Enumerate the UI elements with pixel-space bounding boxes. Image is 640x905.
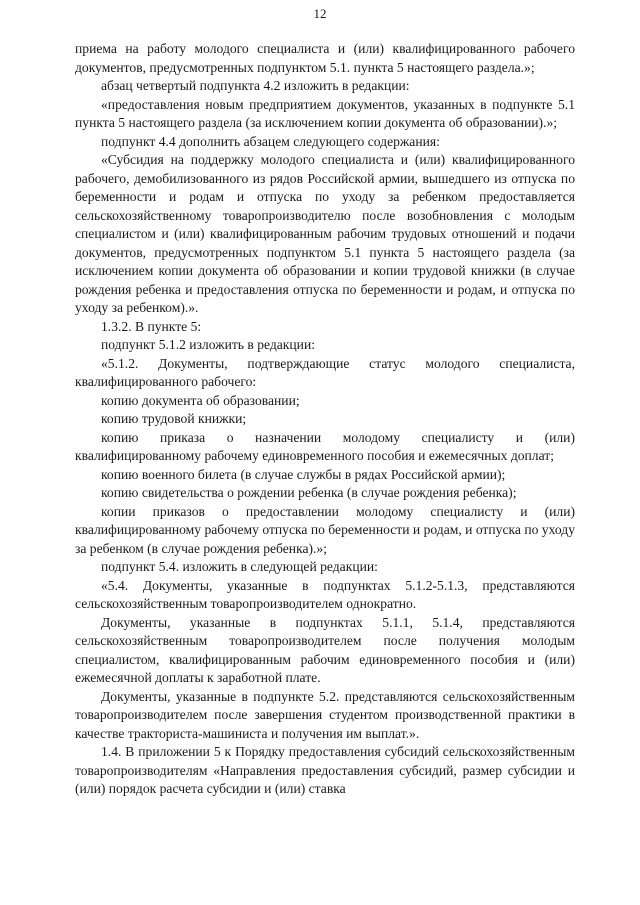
paragraph: подпункт 5.4. изложить в следующей редакции: — [101, 559, 378, 574]
paragraph: копию военного билета (в случае службы в рядах Российской армии); — [101, 466, 506, 482]
paragraph: копию документа об образовании; — [101, 392, 300, 408]
paragraph: подпункт 5.1.2 изложить в редакции: — [101, 337, 316, 352]
paragraph: подпункт 4.4 дополнить абзацем следующего содержания: — [101, 133, 440, 149]
paragraph: 1.4. В приложении 5 к Порядку предоставления субсидий сельскохозяйственным товаропроизводителям «Направления предоставления субсидий, размер субсидии и (или) порядок расчета субсидии и (или) ставка — [75, 744, 575, 796]
paragraph: абзац четвертый подпункта 4.2 изложить в редакции: — [101, 78, 410, 93]
paragraph: приема на работу молодого специалиста и (или) квалифицированного рабочего документов, предусмотренных подпунктом 5.1. пункта 5 настоящего раздела.»; — [75, 41, 575, 75]
page-number: 12 — [313, 6, 327, 21]
paragraph: «предоставления новым предприятием документов, указанных в подпункте 5.1 пункта 5 настоящего раздела (за исключением копии документа об образовании).»; — [75, 96, 575, 130]
document-body — [75, 40, 575, 799]
paragraph: 1.3.2. В пункте 5: — [101, 318, 202, 334]
paragraph: Документы, указанные в подпункте 5.2. представляются сельскохозяйственным товаропроизводителем после завершения студентом производственной практики в качестве тракториста-машиниста и получения им выплат.». — [75, 688, 575, 741]
paragraph: копию свидетельства о рождении ребенка (в случае рождения ребенка); — [101, 485, 517, 500]
paragraph: «5.1.2. Документы, подтверждающие статус молодого специалиста, квалифицированного рабочего: — [75, 355, 575, 389]
paragraph: Документы, указанные в подпунктах 5.1.1, 5.1.4, представляются сельскохозяйственным товаропроизводителем после получения молодым специалистом, квалифицированным рабочим единовременного пособия и (или) ежемесячной доплаты к заработной плате. — [75, 614, 575, 685]
paragraph: копии приказов о предоставлении молодому специалисту и (или) квалифицированному рабочему отпуска по беременности и родам, и отпуска по уходу за ребенком (в случае рождения ребенка).»; — [75, 503, 575, 556]
paragraph: копию приказа о назначении молодому специалисту и (или) квалифицированному рабочему единовременного пособия и ежемесячных доплат; — [75, 429, 575, 463]
paragraph: «Субсидия на поддержку молодого специалиста и (или) квалифицированного рабочего, демобилизованного из рядов Российской армии, вышедшего из отпуска по беременности и родам и отпуска по уходу за ребенком предоставляется сельскохозяйственному товаропроизводителю после возобновления с молодым специалистом и (или) квалифицированным рабочим трудовых отношений и подачи документов, предусмотренных подпунктом 5.1 пункта 5 настоящего раздела (за исключением копии документа об образовании и копии трудовой книжки (в случае рождения ребенка и предоставления отпуска по беременности и родам, и отпуска по уходу за ребенком).». — [75, 152, 575, 315]
paragraph: копию трудовой книжки; — [101, 411, 247, 426]
paragraph: «5.4. Документы, указанные в подпунктах 5.1.2-5.1.3, представляются сельскохозяйственным товаропроизводителем однократно. — [75, 577, 575, 611]
